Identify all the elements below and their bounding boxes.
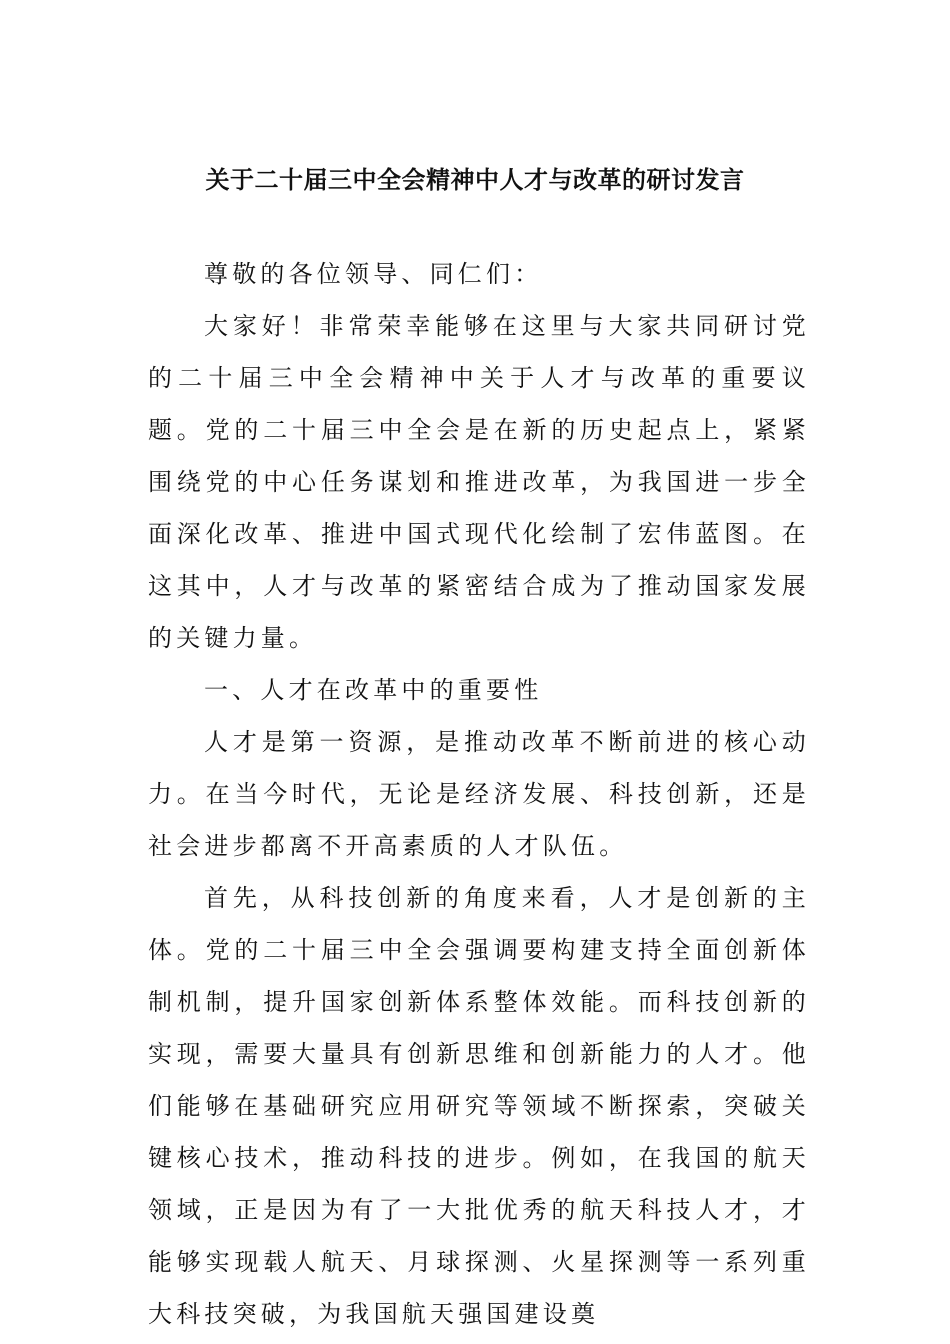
body-paragraph: 首先，从科技创新的角度来看，人才是创新的主体。党的二十届三中全会强调要构建支持全面创新体制机制，提升国家创新体系整体效能。而科技创新的实现，需要大量具有创新思维和创新能力的人才。他们能够在基础研究应用研究等领域不断探索，突破关键核心技术，推动科技的进步。例如，在我国的航天领域，正是因为有了一大批优秀的航天科技人才，才能够实现载人航天、月球探测、火星探测等一系列重大科技突破，为我国航天强国建设奠 [148,884,810,1328]
salutation-paragraph: 尊敬的各位领导、同仁们： [204,260,543,288]
section-heading: 一、人才在改革中的重要性 [204,676,543,704]
document-body [148,248,810,1340]
intro-paragraph: 大家好！非常荣幸能够在这里与大家共同研讨党的二十届三中全会精神中关于人才与改革的重要议题。党的二十届三中全会是在新的历史起点上，紧紧围绕党的中心任务谋划和推进改革，为我国进一步全面深化改革、推进中国式现代化绘制了宏伟蓝图。在这其中，人才与改革的紧密结合成为了推动国家发展的关键力量。 [148,312,810,652]
document-title: 关于二十届三中全会精神中人才与改革的研讨发言 [205,166,745,194]
body-paragraph: 人才是第一资源，是推动改革不断前进的核心动力。在当今时代，无论是经济发展、科技创新，还是社会进步都离不开高素质的人才队伍。 [148,728,810,860]
